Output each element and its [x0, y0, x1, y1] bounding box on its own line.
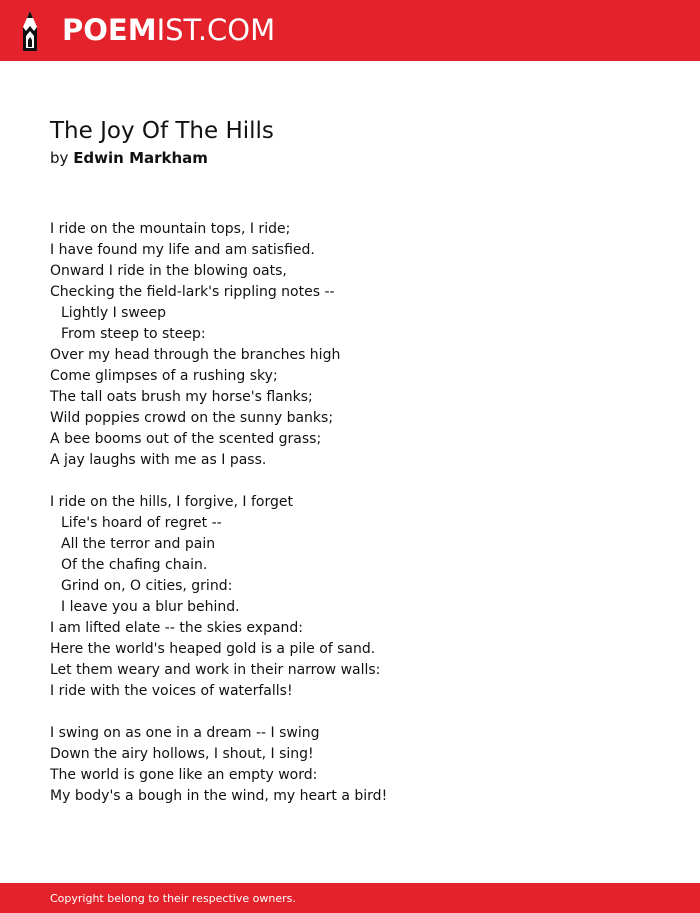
poem-line: A bee booms out of the scented grass;: [50, 431, 322, 447]
stanza: [50, 723, 670, 807]
poem-line: Here the world's heaped gold is a pile of sand.: [50, 641, 376, 657]
logo-bold-text: POEM: [62, 13, 157, 47]
author-name: Edwin Markham: [73, 149, 208, 167]
logo-light-text: IST.COM: [156, 13, 276, 47]
poem-line: I swing on as one in a dream -- I swing: [50, 725, 320, 741]
poem-line: My body's a bough in the wind, my heart a bird!: [50, 788, 388, 804]
pencil-tip-icon: [17, 10, 43, 52]
poem-line: Grind on, O cities, grind:: [61, 578, 233, 594]
poem-line: Come glimpses of a rushing sky;: [50, 368, 278, 384]
stanza: [50, 492, 670, 702]
footer-bar: [0, 883, 700, 913]
poem-line: A jay laughs with me as I pass.: [50, 452, 267, 468]
poem-line: Let them weary and work in their narrow walls:: [50, 662, 381, 678]
poem-line: The tall oats brush my horse's flanks;: [50, 389, 313, 405]
poem-line: Of the chafing chain.: [61, 557, 208, 573]
poem-line: I am lifted elate -- the skies expand:: [50, 620, 304, 636]
poem-line: I ride on the hills, I forgive, I forget: [50, 494, 293, 510]
poem-line: I ride with the voices of waterfalls!: [50, 683, 293, 699]
site-logo[interactable]: [62, 13, 275, 47]
poem-line: The world is gone like an empty word:: [50, 767, 318, 783]
poem-line: I leave you a blur behind.: [61, 599, 240, 615]
poem-line: Down the airy hollows, I shout, I sing!: [50, 746, 314, 762]
poem-line: I have found my life and am satisfied.: [50, 242, 315, 258]
poem-line: Over my head through the branches high: [50, 347, 341, 363]
poem-line: Life's hoard of regret --: [61, 515, 222, 531]
by-label: by: [50, 149, 69, 167]
poem-line: Checking the field-lark's rippling notes --: [50, 284, 335, 300]
poem-line: I ride on the mountain tops, I ride;: [50, 221, 291, 237]
poem-title: The Joy Of The Hills: [50, 118, 274, 144]
stanza: [50, 219, 670, 471]
poem-body: [50, 219, 670, 828]
poem-line: Wild poppies crowd on the sunny banks;: [50, 410, 334, 426]
byline: [50, 148, 208, 169]
copyright-text: Copyright belong to their respective owners.: [50, 892, 296, 905]
poem-line: Onward I ride in the blowing oats,: [50, 263, 287, 279]
poem-line: All the terror and pain: [61, 536, 216, 552]
poem-line: Lightly I sweep: [61, 305, 166, 321]
header-bar: [0, 0, 700, 61]
poem-line: From steep to steep:: [61, 326, 206, 342]
